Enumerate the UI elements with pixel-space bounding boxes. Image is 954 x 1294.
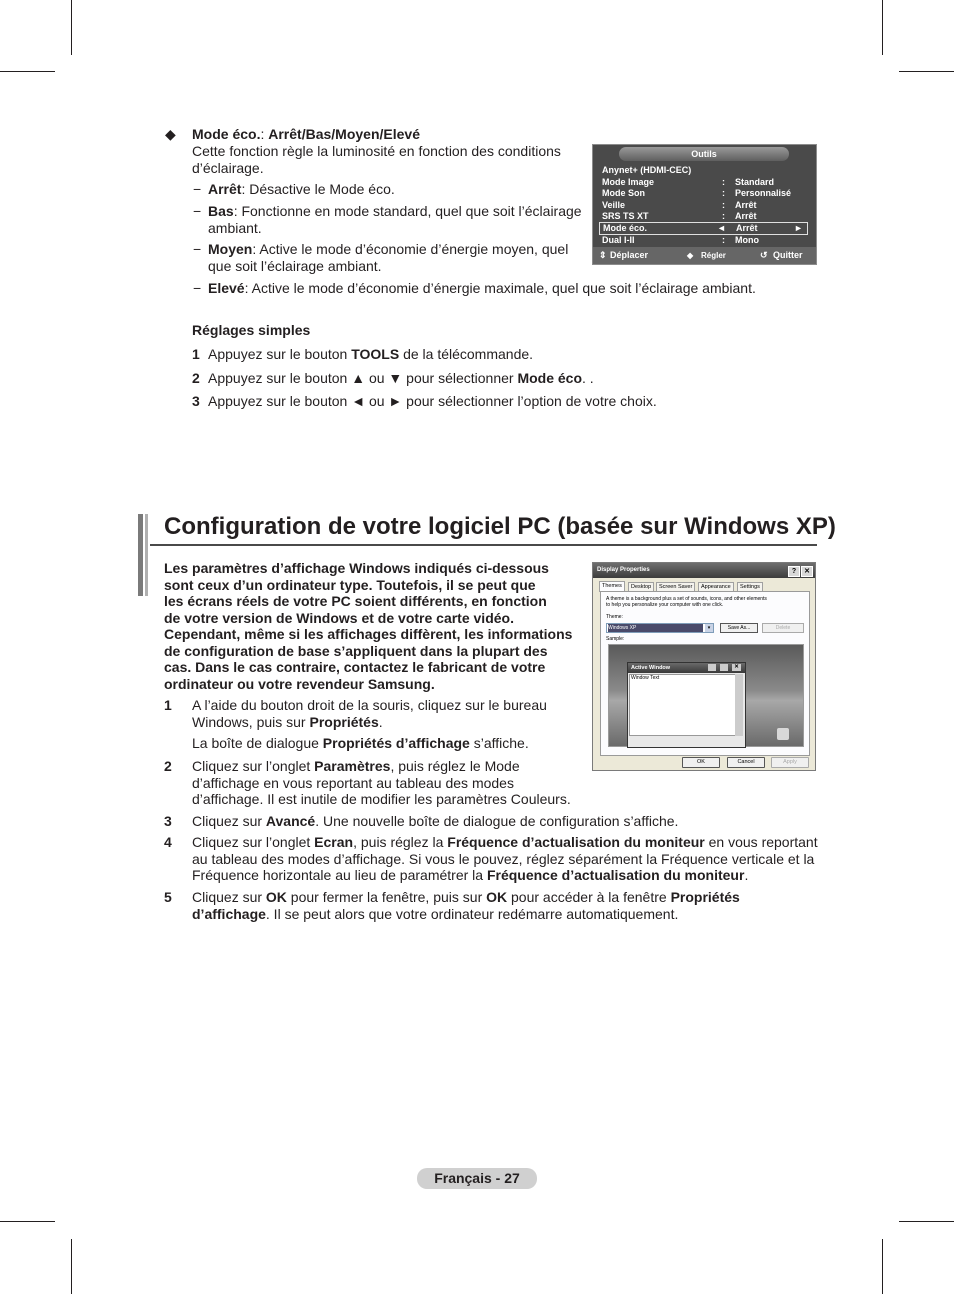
osd-row-mode-eco[interactable]: Mode éco. ◄ Arrêt ► — [599, 222, 808, 235]
crop-mark — [899, 71, 954, 72]
pc-step-3: Cliquez sur Avancé. Une nouvelle boîte de dialogue de configuration s’affiche. — [192, 813, 679, 829]
simple-step-2: Appuyez sur le bouton ▲ ou ▼ pour sélectionner Mode éco. . — [208, 370, 594, 386]
tab-desktop[interactable]: Desktop — [628, 582, 654, 593]
crop-mark — [882, 1239, 883, 1294]
pc-step-1: A l’aide du bouton droit de la souris, cliquez sur le bureau Windows, puis sur Propriétés. La boîte de dialogue Propriétés d’affichage s’affiche. — [192, 697, 547, 751]
eco-option-eleve: Elevé: Active le mode d’économie d’énergie maximale, quel que soit l’éclairage ambiant. — [208, 280, 756, 296]
step-number: 1 — [164, 697, 172, 713]
pc-step-5: Cliquez sur OK pour fermer la fenêtre, puis sur OK pour accéder à la fenêtre Propriétés d’affichage. Il se peut alors que votre ordinateur redémarre automatiquement. — [192, 889, 740, 922]
move-icon: ⇕ — [599, 250, 607, 260]
crop-mark — [0, 71, 55, 72]
simple-settings-title: Réglages simples — [192, 322, 311, 338]
eco-title: Mode éco.: Arrêt/Bas/Moyen/Elevé — [192, 126, 420, 142]
themes-description: A theme is a background plus a set of sounds, icons, and other elements to help you personalize your computer with one click. — [606, 596, 767, 608]
tab-settings[interactable]: Settings — [737, 582, 763, 593]
delete-button[interactable]: Delete — [762, 623, 804, 633]
theme-select[interactable]: Windows XP ▾ — [606, 623, 714, 633]
osd-row-mode-image[interactable]: Mode Image : Standard — [602, 177, 775, 187]
display-properties-dialog — [592, 562, 816, 771]
dialog-titlebar: Display Properties ? ✕ — [593, 563, 815, 578]
eco-option-arret: Arrêt: Désactive le Mode éco. — [208, 181, 395, 197]
save-as-button[interactable]: Save As... — [720, 623, 758, 633]
tab-screen-saver[interactable]: Screen Saver — [656, 582, 695, 593]
maximize-icon — [720, 664, 728, 671]
pc-step-4: Cliquez sur l’onglet Ecran, puis réglez la Fréquence d’actualisation du moniteur en vous reportant au tableau des modes d’affichage. Si vous le pouvez, réglez séparément la Fréquence verticale et la Fréquence horizontale au lieu de paramétrer la Fréquence d’actualisation du moniteur. — [192, 834, 818, 883]
crop-mark — [0, 1221, 55, 1222]
dash: − — [193, 241, 202, 257]
crop-mark — [71, 0, 72, 55]
simple-step-1: Appuyez sur le bouton TOOLS de la télécommande. — [208, 346, 534, 362]
chevron-down-icon: ▾ — [705, 624, 713, 632]
section-rule — [150, 544, 817, 546]
osd-row-mode-son[interactable]: Mode Son : Personnalisé — [602, 188, 792, 198]
tab-themes[interactable]: Themes — [599, 581, 625, 592]
theme-label: Theme: — [606, 614, 623, 620]
eco-option-moyen: Moyen: Active le mode d’économie d’énergie moyen, quel que soit l’éclairage ambiant. — [208, 241, 569, 274]
exit-icon: ↺ — [760, 250, 768, 260]
active-window-titlebar: Active Window ✕ — [628, 663, 745, 673]
section-intro: Les paramètres d’affichage Windows indiqués ci-dessous sont ceux d’un ordinateur type. Toutefois, il se peut que les écrans réels de votre PC soient différents, en fonction de votre version de Windows et de votre carte vidéo. Cependant, même si les affichages diffèrent, les informations de configuration de base s’appliquent dans la plupart des cas. Dans le cas contraire, contactez le fabricant de votre ordinateur ou votre revendeur Samsung. — [164, 560, 573, 692]
left-arrow-icon: ◄ — [717, 223, 726, 233]
dash: − — [193, 203, 202, 219]
close-button[interactable]: ✕ — [801, 566, 813, 577]
osd-title: Outils — [619, 147, 789, 161]
tab-appearance[interactable]: Appearance — [698, 582, 734, 593]
eco-description: Cette fonction règle la luminosité en fonction des conditions d’éclairage. — [192, 143, 561, 176]
step-number: 3 — [164, 813, 172, 829]
step-number: 2 — [164, 758, 172, 774]
scrollbar — [735, 674, 743, 736]
step-number: 3 — [192, 393, 200, 409]
window-text-area: Window Text — [629, 674, 737, 736]
page-number: Français - 27 — [417, 1168, 537, 1189]
section-bar-decoration — [145, 514, 148, 596]
themes-panel — [600, 591, 810, 756]
dash: − — [193, 181, 202, 197]
dash: − — [193, 280, 202, 296]
tools-osd-menu — [592, 144, 817, 265]
crop-mark — [899, 1221, 954, 1222]
close-icon: ✕ — [732, 664, 741, 671]
active-window-sample — [627, 662, 746, 748]
minimize-icon — [708, 664, 716, 671]
osd-footer: ⇕ Déplacer ◆ Régler ↺ Quitter — [593, 247, 816, 264]
eco-option-bas: Bas: Fonctionne en mode standard, quel que soit l’éclairage ambiant. — [208, 203, 582, 236]
step-number: 4 — [164, 834, 172, 850]
osd-row-anynet[interactable]: Anynet+ (HDMI-CEC) — [602, 165, 692, 175]
osd-row-dual[interactable]: Dual I-II : Mono — [602, 235, 759, 245]
osd-row-srs[interactable]: SRS TS XT : Arrêt — [602, 211, 757, 221]
adjust-icon: ◆ — [687, 251, 694, 260]
crop-mark — [71, 1239, 72, 1294]
bullet-icon: ◆ — [165, 126, 176, 142]
right-arrow-icon: ► — [794, 223, 803, 233]
cancel-button[interactable]: Cancel — [727, 757, 765, 768]
simple-step-3: Appuyez sur le bouton ◄ ou ► pour sélectionner l’option de votre choix. — [208, 393, 657, 409]
recycle-bin-icon — [777, 728, 789, 740]
pc-step-2: Cliquez sur l’onglet Paramètres, puis réglez le Mode d’affichage en vous reportant au tableau des modes d’affichage. Il est inutile de modifier les paramètres Couleurs. — [192, 758, 571, 807]
step-number: 5 — [164, 889, 172, 905]
step-number: 2 — [192, 370, 200, 386]
section-bar-decoration — [138, 514, 143, 596]
step-number: 1 — [192, 346, 200, 362]
section-title: Configuration de votre logiciel PC (basée sur Windows XP) — [164, 513, 836, 540]
sample-label: Sample: — [606, 636, 625, 642]
osd-row-veille[interactable]: Veille : Arrêt — [602, 200, 757, 210]
help-button[interactable]: ? — [788, 566, 800, 577]
apply-button[interactable]: Apply — [771, 757, 809, 768]
theme-preview — [608, 644, 804, 747]
crop-mark — [882, 0, 883, 55]
ok-button[interactable]: OK — [682, 757, 720, 768]
